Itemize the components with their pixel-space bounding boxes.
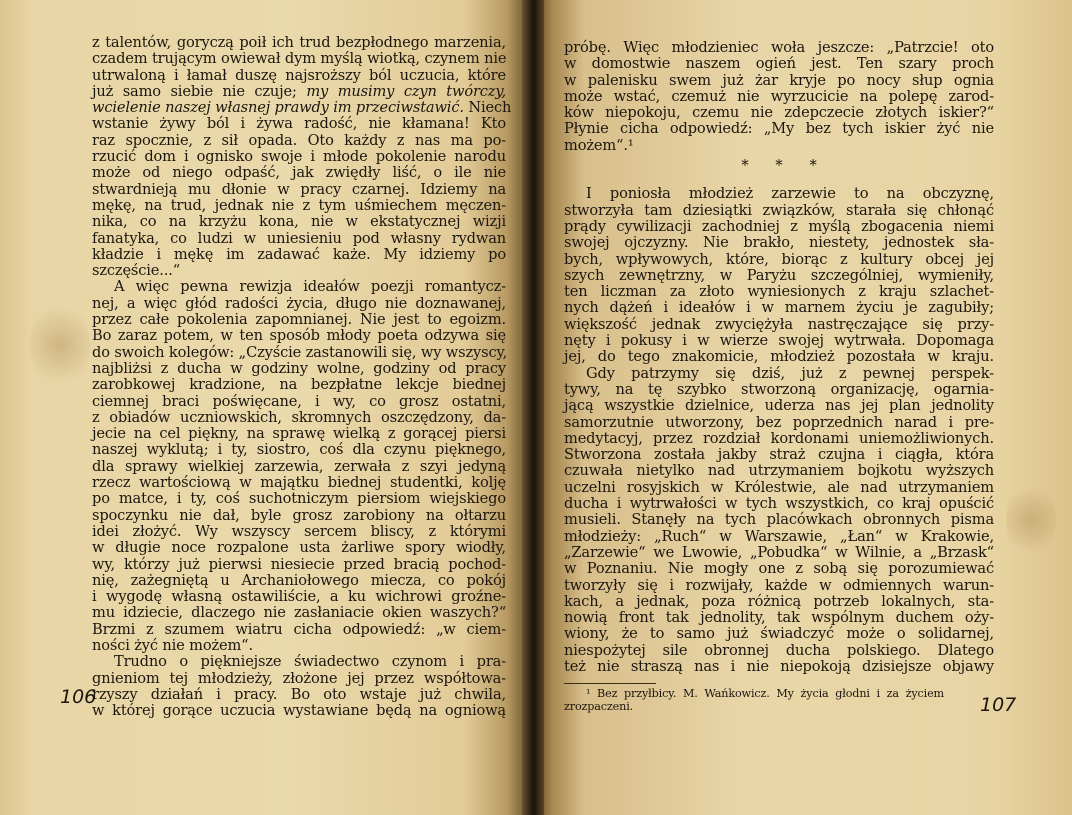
text-line: Trudno o piękniejsze świadectwo czynom i pra- [114, 653, 506, 671]
text-line: w Poznaniu. Nie mogły one z sobą się porozumiewać [564, 560, 994, 578]
text-line: nika, co na krzyżu kona, nie w ekstatycznej wizji [92, 213, 506, 231]
text-line: Stworzona została jakby straż czujna i ciągła, która [564, 446, 994, 464]
text-line: spoczynku nie dał, byle grosz zarobiony na ołtarzu [92, 506, 506, 524]
text-line: swojej ojczyzny. Nie brakło, niestety, jednostek sła- [564, 234, 994, 252]
text-line: szych zewnętrzny, w Paryżu szczególniej, wymieniły, [564, 266, 994, 284]
text-line: z talentów, goryczą poił ich trud bezpłodnego marzenia, [92, 34, 506, 51]
text-line: nej, a więc głód radości życia, długo nie doznawanej, [92, 294, 506, 312]
text-line: może od niego odpaść, jak zwiędły liść, o ile nie [92, 164, 506, 182]
text-line: idei złożyć. Wy wszyscy sercem bliscy, z którymi [92, 522, 506, 540]
text-line: zarobkowej kradzione, na bezpłatne lekcje biednej [92, 376, 506, 394]
text-line: A więc pewna rewizja ideałów poezji romantycz- [114, 278, 506, 296]
text-line: ciemnej braci poświęcane, i wy, co grosz ostatni, [92, 392, 506, 410]
footnote [564, 687, 944, 713]
text-line: mękę, na trud, jednak nie z tym uśmiechem męczen- [92, 196, 506, 214]
text-run: Niech [463, 99, 512, 117]
text-line: tworzyły się i rozwijały, każde w odmiennych warun- [564, 576, 994, 594]
left-page [0, 0, 528, 815]
text-line: wiony, że to samo już świadczyć może o solidarnej, [564, 625, 994, 643]
text-line: tywy, na tę szybko stworzoną organizację, ogarnia- [564, 380, 994, 398]
text-line: Płynie cicha odpowiedź: „My bez tych iskier żyć nie [564, 120, 994, 138]
text-line: nowią front tak jednolity, tak wspólnym duchem oży- [564, 609, 994, 627]
text-line: rzecz wartościową w majątku biednej studentki, kolję [92, 474, 506, 492]
text-line: nię, zażegniętą u Archaniołowego miecza, co pokój [92, 571, 506, 589]
italic-phrase: wcielenie naszej własnej prawdy im przeciwstawić. [92, 99, 464, 117]
text-line: czuwała nietylko nad utrzymaniem bojkotu wyższych [564, 462, 994, 480]
text-line: Brzmi z szumem wiatru cicha odpowiedź: „w ciem- [92, 620, 506, 638]
text-line: musieli. Stanęły na tych placówkach obronnych pisma [564, 511, 994, 529]
text-line: z obiadów uczniowskich, skromnych oszczędzony, da- [92, 408, 506, 426]
left-page-text [92, 34, 512, 720]
text-line: I poniosła młodzież zarzewie to na obczyznę, [586, 185, 994, 203]
text-line [92, 84, 506, 100]
text-line: jecie na cel piękny, na sprawę wielką z gorącej piersi [92, 425, 506, 443]
text-line: raz spocznie, z sił opada. Oto każdy z nas ma po- [92, 131, 506, 149]
text-line [92, 99, 512, 117]
right-page-text [564, 40, 994, 675]
text-line: może wstać, czemuż nie wyrzucicie na polepę zarod- [564, 87, 994, 105]
text-line: dla sprawy wielkiej zarzewia, zerwała z szyi jedyną [92, 457, 506, 475]
text-line: młodzieży: „Ruch“ w Warszawie, „Łan“ w Krakowie, [564, 527, 994, 545]
right-page [536, 0, 1072, 815]
paper-stain [30, 300, 90, 390]
text-line: rzyszy działań i pracy. Bo oto wstaje już chwila, [92, 685, 506, 703]
text-line: kach, a jednak, poza różnicą potrzeb lokalnych, sta- [564, 592, 994, 610]
text-line: wy, którzy już pierwsi niesiecie przed bracią pochod- [92, 555, 506, 573]
text-line: i wygodę własną ostawiliście, a ku wichrowi groźne- [92, 588, 506, 606]
text-line: gnieniom tej młodzieży, złożone jej przez współtowa- [92, 669, 506, 687]
text-line: bych, wpływowych, które, biorąc z kultury obcej jej [564, 250, 994, 268]
text-line: ków niepokoju, czemu nie zdepczecie złotych iskier?“ [564, 104, 994, 122]
footnote-rule [564, 683, 656, 684]
text-line: Gdy patrzymy się dziś, już z pewnej perspek- [586, 364, 994, 382]
text-line: uczelni rosyjskich w Królestwie, ale nad utrzymaniem [564, 478, 994, 496]
text-line: mu idziecie, dlaczego nie zasłaniacie okien waszych?“ [92, 604, 506, 622]
text-run: już samo siebie nie czuje; [92, 82, 307, 100]
text-line: prądy cywilizacji zachodniej z myślą zbogacenia niemi [564, 217, 994, 235]
text-line: możem“.¹ [564, 136, 634, 154]
text-line: utrwaloną i łamał duszę najsroższy ból uczucia, które [92, 66, 506, 84]
text-line: rzucić dom i ognisko swoje i młode pokolenie narodu [92, 148, 506, 166]
text-line: zrozpaczeni. [564, 700, 634, 713]
book-gutter [522, 0, 544, 815]
text-line: naszej wyklutą; i ty, siostro, coś dla czynu pięknego, [92, 441, 506, 459]
text-line: ten liczman za złoto wyniesionych z kraju szlachet- [564, 283, 994, 301]
text-line: w długie noce rozpalone usta żarliwe spory wiodły, [92, 539, 506, 557]
text-line: samorzutnie utworzony, bez poprzednich narad i pre- [564, 413, 994, 431]
text-line: w palenisku swem już żar kryje po nocy słup ognia [564, 71, 994, 89]
text-line: nęty i pokusy i w wierze swojej wytrwała. Dopomaga [564, 332, 994, 350]
text-line: ¹ Bez przyłbicy. M. Wańkowicz. My życia głodni i za życiem [586, 687, 944, 700]
text-line: próbę. Więc młodzieniec woła jeszcze: „Patrzcie! oto [564, 39, 994, 56]
text-line: ducha i wytrwałości w tych wszystkich, co kraj opuścić [564, 495, 994, 513]
text-line: stworzyła tam dziesiątki związków, starała się chłonąć [564, 201, 994, 219]
text-line: w domostwie naszem ogień jest. Ten szary proch [564, 55, 994, 73]
text-line: Bo zaraz potem, w ten sposób młody poeta odzywa się [92, 327, 506, 345]
text-line: w której gorące uczucia wystawiane będą na ogniową [92, 702, 506, 720]
text-line: stwardnieją mu dłonie w pracy czarnej. Idziemy na [92, 180, 506, 198]
text-line: czadem trującym owiewał dym myślą wiotką, czynem nie [92, 50, 507, 68]
text-line: najbliżsi z ducha w godziny wolne, godziny od pracy [92, 359, 506, 377]
text-line: „Zarzewie“ we Lwowie, „Pobudka“ w Wilnie, a „Brzask“ [564, 543, 994, 561]
text-line: medytacyj, przez rozdział kordonami uniemożliwionych. [564, 429, 994, 447]
right-page-number: 107 [980, 694, 1017, 716]
text-line: do swoich kolegów: „Czyście zastanowili się, wy wszyscy, [92, 343, 508, 361]
text-line: jącą wszystkie dzielnice, uderza nas jej plan jednolity [564, 397, 994, 415]
text-line: nych dążeń i ideałów i w marnem życiu je zagubiły; [564, 299, 994, 317]
text-line: jej, do tego znakomicie, młodzież pozostała w kraju. [564, 348, 994, 366]
text-line: fanatyka, co ludzi w uniesieniu pod własny rydwan [92, 229, 506, 247]
text-line: przez całe pokolenia zapomnianej. Nie jest to egoizm. [92, 311, 506, 329]
text-line: wstanie żywy ból i żywa radość, nie kłamana! Kto [92, 115, 506, 133]
text-line: kładzie i mękę im zadawać każe. My idziemy po [92, 245, 506, 263]
text-line: szczęście...“ [92, 262, 181, 280]
section-separator: * * * [741, 157, 817, 175]
text-line: też nie straszą nas i nie niepokoją dzisiejsze objawy [564, 657, 994, 675]
text-line: większość jednak zwyciężyła nastręczające się przy- [564, 315, 994, 333]
text-line: niespożytej sile obronnej ducha polskiego. Dlatego [564, 641, 994, 659]
italic-phrase: my musimy czyn twórczy, [306, 82, 506, 100]
text-line: po matce, i ty, coś suchotniczym piersiom wiejskiego [92, 490, 506, 508]
text-line: ności żyć nie możem“. [92, 636, 253, 654]
paper-stain [1006, 480, 1056, 560]
left-page-number: 106 [60, 686, 97, 708]
